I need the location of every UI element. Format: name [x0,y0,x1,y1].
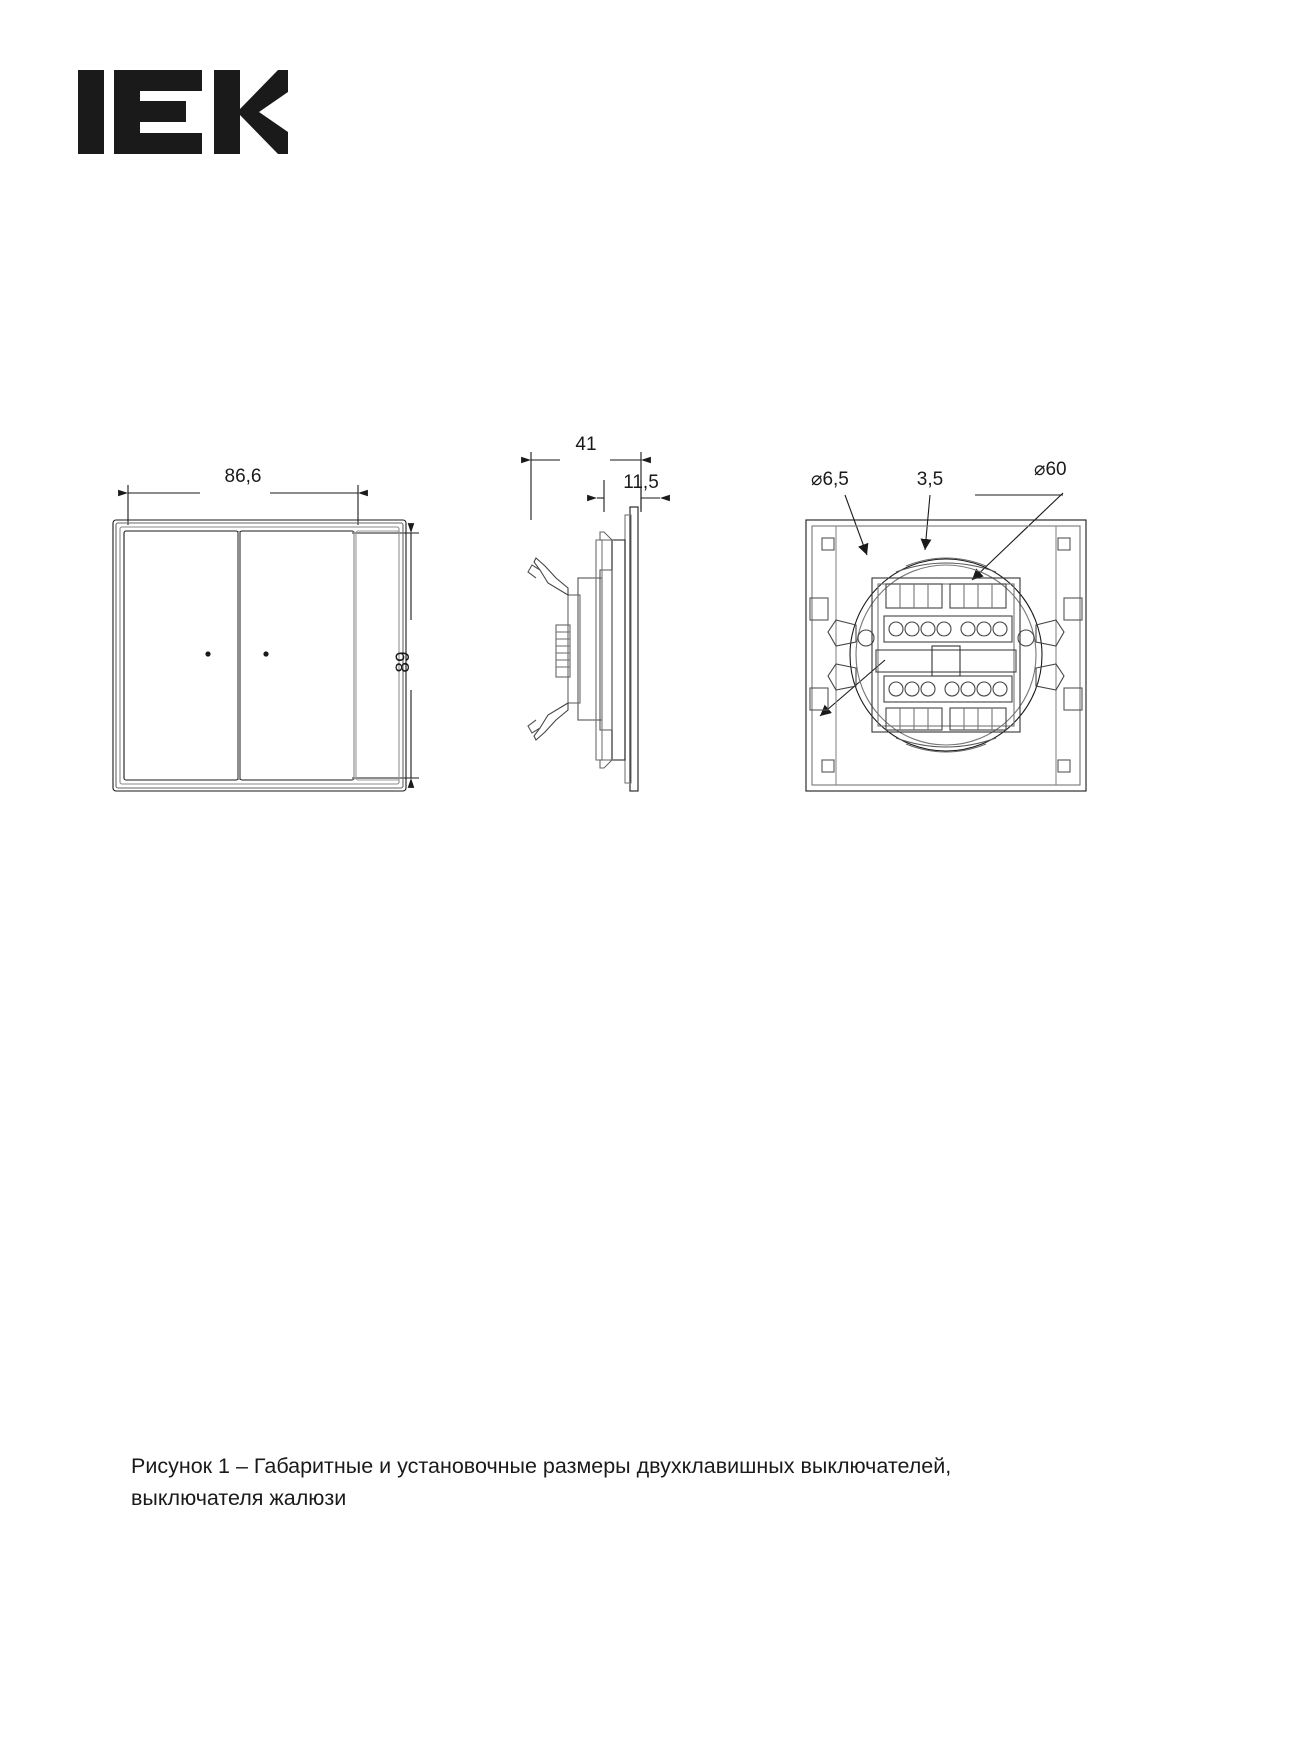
figure-caption: Рисунок 1 – Габаритные и установочные размеры двухклавишных выключателей, выключателя жалюзи [131,1454,952,1510]
technical-drawing [0,420,1301,840]
rear-view [806,493,1086,791]
dim-label-width: 86,6 [224,466,262,487]
dim-label-screw-hole: ⌀6,5 [811,469,849,490]
dim-label-depth: 41 [575,434,597,455]
front-view [113,485,419,791]
iek-logo-icon [78,62,288,162]
side-view [528,452,660,791]
brand-logo [78,62,288,162]
dim-label-mount-diameter: ⌀60 [1034,459,1067,480]
dim-label-height: 89 [393,651,414,673]
dim-label-slot-width: 3,5 [916,469,944,490]
dim-label-frame-thickness: 11,5 [623,472,659,493]
